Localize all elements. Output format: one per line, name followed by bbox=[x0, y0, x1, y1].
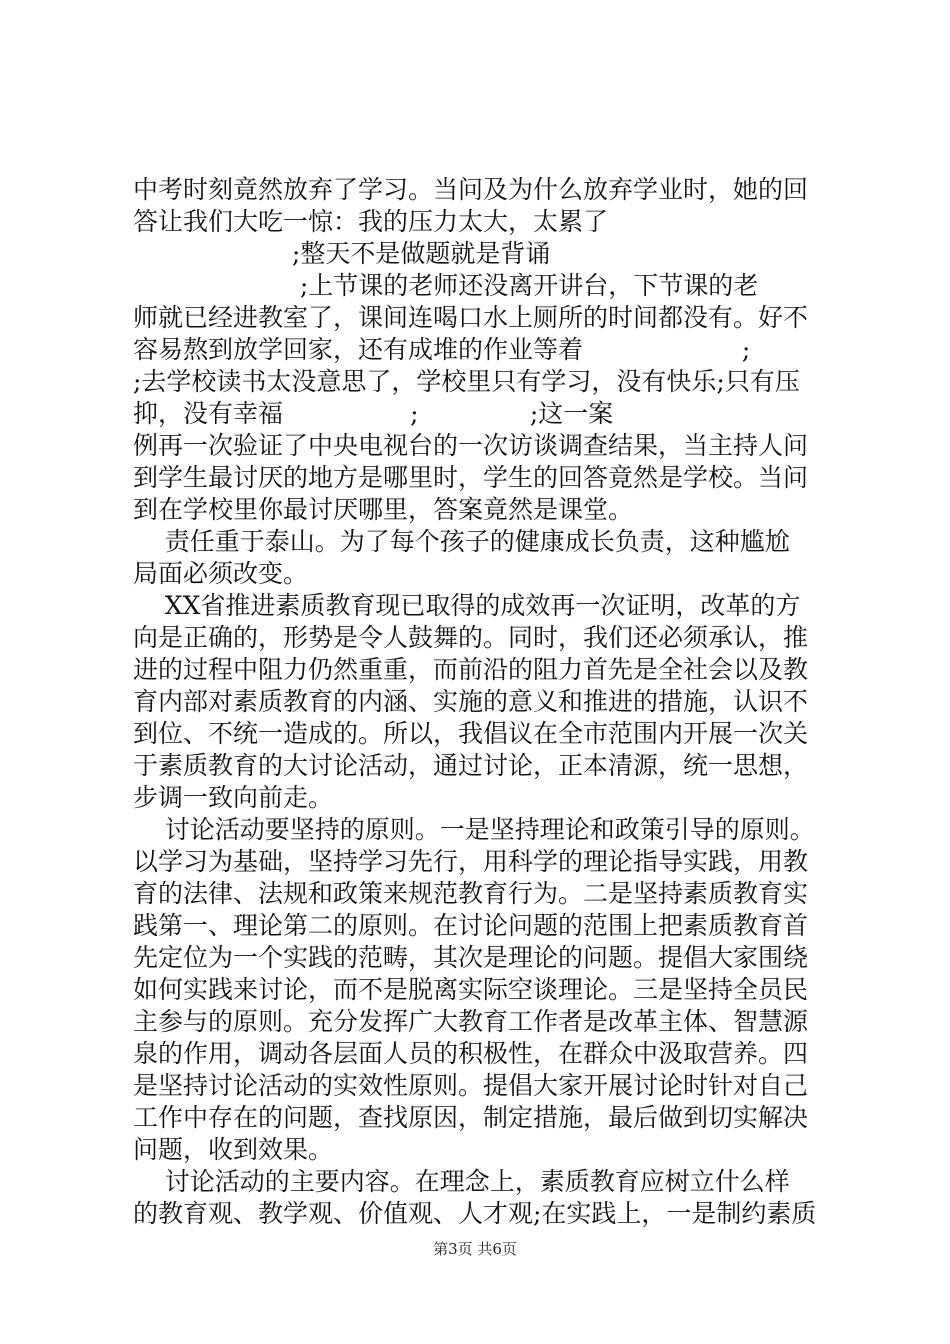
text-line-11: 到在学校里你最讨厌哪里，答案竟然是课堂。 bbox=[133, 495, 634, 524]
text-line-27: 主参与的原则。充分发挥广大教育工作者是改革主体、智慧源 bbox=[133, 1007, 809, 1036]
text-line-12: 责任重于泰山。为了每个孩子的健康成长负责，这种尴尬 bbox=[133, 527, 790, 556]
text-line-16: 进的过程中阻力仍然重重，而前沿的阻力首先是全社会以及教 bbox=[133, 655, 809, 684]
text-line-30: 工作中存在的问题，查找原因，制定措施，最后做到切实解决 bbox=[133, 1103, 809, 1132]
text-line-7: ;去学校读书太没意思了，学校里只有学习，没有快乐;只有压 bbox=[133, 367, 800, 396]
text-line-32: 讨论活动的主要内容。在理念上，素质教育应树立什么样 bbox=[133, 1167, 790, 1196]
text-line-21: 讨论活动要坚持的原则。一是坚持理论和政策引导的原则。 bbox=[133, 815, 815, 844]
text-line-17: 育内部对素质教育的内涵、实施的意义和推进的措施，认识不 bbox=[133, 687, 809, 716]
text-line-23: 育的法律、法规和政策来规范教育行为。二是坚持素质教育实 bbox=[133, 879, 809, 908]
text-line-25: 先定位为一个实践的范畴，其次是理论的问题。提倡大家围绕 bbox=[133, 943, 809, 972]
text-line-6: 容易熬到放学回家，还有成堆的作业等着 ; bbox=[133, 335, 751, 364]
text-line-31: 问题，收到效果。 bbox=[133, 1135, 334, 1164]
text-line-10: 到学生最讨厌的地方是哪里时，学生的回答竟然是学校。当问 bbox=[133, 463, 809, 492]
text-line-9: 例再一次验证了中央电视台的一次访谈调查结果，当主持人问 bbox=[133, 431, 809, 460]
text-line-18: 到位、不统一造成的。所以，我倡议在全市范围内开展一次关 bbox=[133, 719, 809, 748]
page-number-footer: 第3页 共6页 bbox=[433, 1240, 517, 1258]
text-line-15: 向是正确的，形势是令人鼓舞的。同时，我们还必须承认，推 bbox=[133, 623, 809, 652]
text-line-24: 践第一、理论第二的原则。在讨论问题的范围上把素质教育首 bbox=[133, 911, 809, 940]
text-line-5: 师就已经进教室了，课间连喝口水上厕所的时间都没有。好不 bbox=[133, 303, 809, 332]
text-line-29: 是坚持讨论活动的实效性原则。提倡大家开展讨论时针对自己 bbox=[133, 1071, 809, 1100]
text-line-13: 局面必须改变。 bbox=[133, 559, 309, 588]
text-line-28: 泉的作用，调动各层面人员的积极性，在群众中汲取营养。四 bbox=[133, 1039, 809, 1068]
text-line-4: ;上节课的老师还没离开讲台，下节课的老 bbox=[133, 271, 759, 300]
text-line-2: 答让我们大吃一惊：我的压力太大，太累了 bbox=[133, 207, 609, 236]
text-line-20: 步调一致向前走。 bbox=[133, 783, 334, 812]
text-line-19: 于素质教育的大讨论活动，通过讨论，正本清源，统一思想， bbox=[133, 751, 809, 780]
text-line-26: 如何实践来讨论，而不是脱离实际空谈理论。三是坚持全员民 bbox=[133, 975, 809, 1004]
text-line-14: XX省推进素质教育现已取得的成效再一次证明，改革的方 bbox=[133, 591, 801, 620]
text-line-3: ;整天不是做题就是背诵 bbox=[133, 239, 551, 268]
text-line-22: 以学习为基础，坚持学习先行，用科学的理论指导实践，用教 bbox=[133, 847, 809, 876]
text-line-1: 中考时刻竟然放弃了学习。当问及为什么放弃学业时，她的回 bbox=[133, 175, 809, 204]
text-line-33: 的教育观、教学观、价值观、人才观;在实践上，一是制约素质 bbox=[133, 1199, 817, 1228]
text-line-8: 抑，没有幸福 ; ;这一案 bbox=[133, 399, 614, 428]
